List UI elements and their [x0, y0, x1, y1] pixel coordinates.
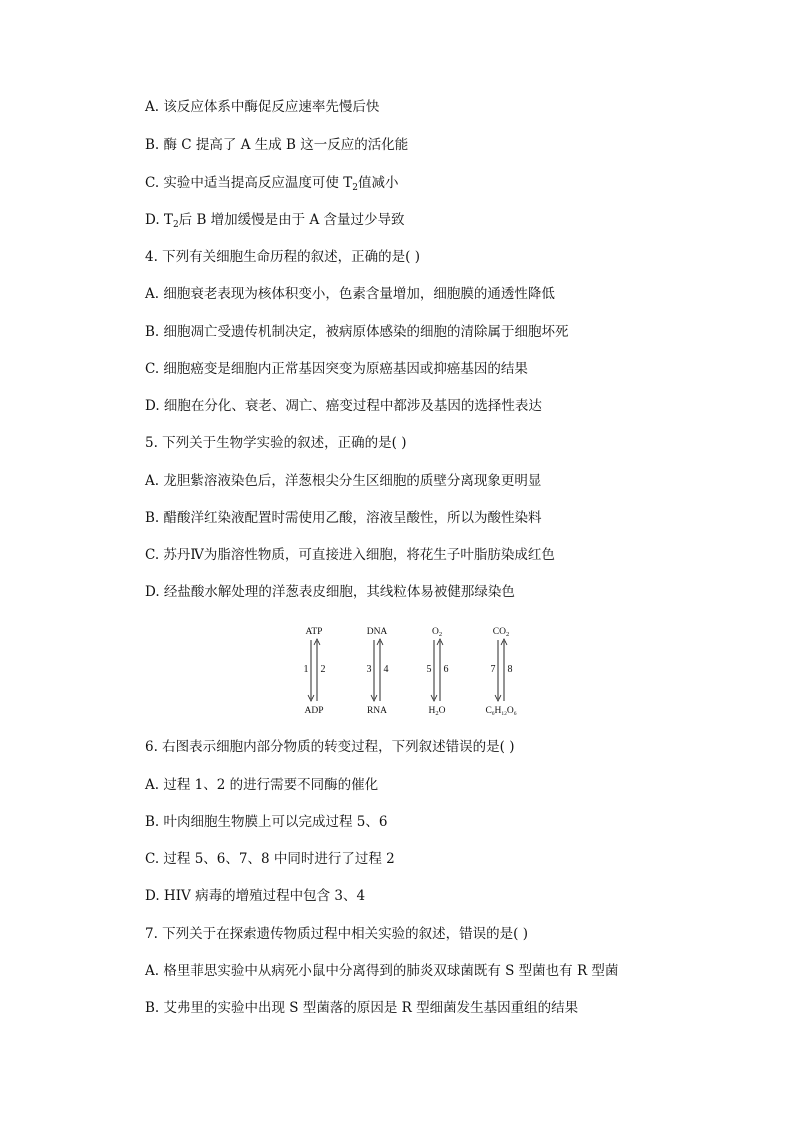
- step-7-label: 7: [490, 664, 496, 675]
- step-5-label: 5: [426, 664, 432, 675]
- q7-option-a: A. 格里菲思实验中从病死小鼠中分离得到的肺炎双球菌既有 S 型菌也有 R 型菌: [145, 963, 619, 979]
- q6-option-a: A. 过程 1、2 的进行需要不同酶的催化: [145, 777, 379, 793]
- q6-stem: 6. 右图表示细胞内部分物质的转变过程，下列叙述错误的是( ): [145, 739, 515, 755]
- q4-option-a: A. 细胞衰老表现为核体积变小，色素含量增加，细胞膜的通透性降低: [145, 286, 555, 302]
- q5-option-d: D. 经盐酸水解处理的洋葱表皮细胞，其线粒体易被健那绿染色: [145, 584, 515, 600]
- q5-option-c: C. 苏丹Ⅳ为脂溶性物质，可直接进入细胞，将花生子叶脂肪染成红色: [145, 547, 555, 563]
- glucose-label: $C_6H_{12}O_6$: [485, 706, 517, 717]
- q5-option-a: A. 龙胆紫溶液染色后，洋葱根尖分生区细胞的质壁分离现象更明显: [145, 473, 542, 489]
- q4-option-c: C. 细胞癌变是细胞内正常基因突变为原癌基因或抑癌基因的结果: [145, 361, 528, 377]
- step-8-label: 8: [507, 664, 513, 675]
- conversion-diagram: [295, 620, 535, 720]
- q7-stem: 7. 下列关于在探索遗传物质过程中相关实验的叙述，错误的是( ): [145, 926, 528, 942]
- h2o-label: $H_2O$: [428, 706, 446, 717]
- dna-label: DNA: [366, 627, 388, 637]
- pair-o2-h2o: [427, 627, 449, 717]
- q3-option-b: B. 酶 C 提高了 A 生成 B 这一反应的活化能: [145, 137, 409, 153]
- o2-label: $O_2$: [431, 627, 443, 638]
- q4-option-d: D. 细胞在分化、衰老、凋亡、癌变过程中都涉及基因的选择性表达: [145, 398, 542, 414]
- q3-option-c: C. 实验中适当提高反应温度可使 $T_2$值减小: [145, 175, 399, 193]
- q7-option-b: B. 艾弗里的实验中出现 S 型菌落的原因是 R 型细菌发生基因重组的结果: [145, 1000, 579, 1016]
- q6-option-b: B. 叶肉细胞生物膜上可以完成过程 5、6: [145, 814, 388, 830]
- q5-option-b: B. 醋酸洋红染液配置时需使用乙酸，溶液呈酸性，所以为酸性染料: [145, 510, 542, 526]
- q6-option-c: C. 过程 5、6、7、8 中同时进行了过程 2: [145, 851, 395, 867]
- pair-dna-rna: [367, 627, 389, 716]
- adp-label: ADP: [304, 706, 324, 716]
- q6-option-d: D. HIV 病毒的增殖过程中包含 3、4: [145, 888, 366, 904]
- pair-atp-adp: [304, 627, 326, 716]
- q4-option-b: B. 细胞凋亡受遗传机制决定，被病原体感染的细胞的清除属于细胞坏死: [145, 324, 569, 340]
- step-4-label: 4: [383, 664, 389, 675]
- step-1-label: 1: [303, 664, 309, 675]
- step-6-label: 6: [443, 664, 449, 675]
- step-3-label: 3: [366, 664, 372, 675]
- q3-option-d: D. $T_2$后 B 增加缓慢是由于 A 含量过少导致: [145, 212, 405, 230]
- atp-label: ATP: [305, 627, 323, 637]
- pair-co2-glucose: [485, 627, 516, 717]
- step-2-label: 2: [320, 664, 326, 675]
- co2-label: $CO_2$: [492, 627, 510, 638]
- q5-stem: 5. 下列关于生物学实验的叙述，正确的是( ): [145, 435, 407, 451]
- q4-stem: 4. 下列有关细胞生命历程的叙述，正确的是( ): [145, 249, 420, 265]
- q3-option-a: A. 该反应体系中酶促反应速率先慢后快: [145, 99, 380, 115]
- rna-label: RNA: [366, 706, 388, 716]
